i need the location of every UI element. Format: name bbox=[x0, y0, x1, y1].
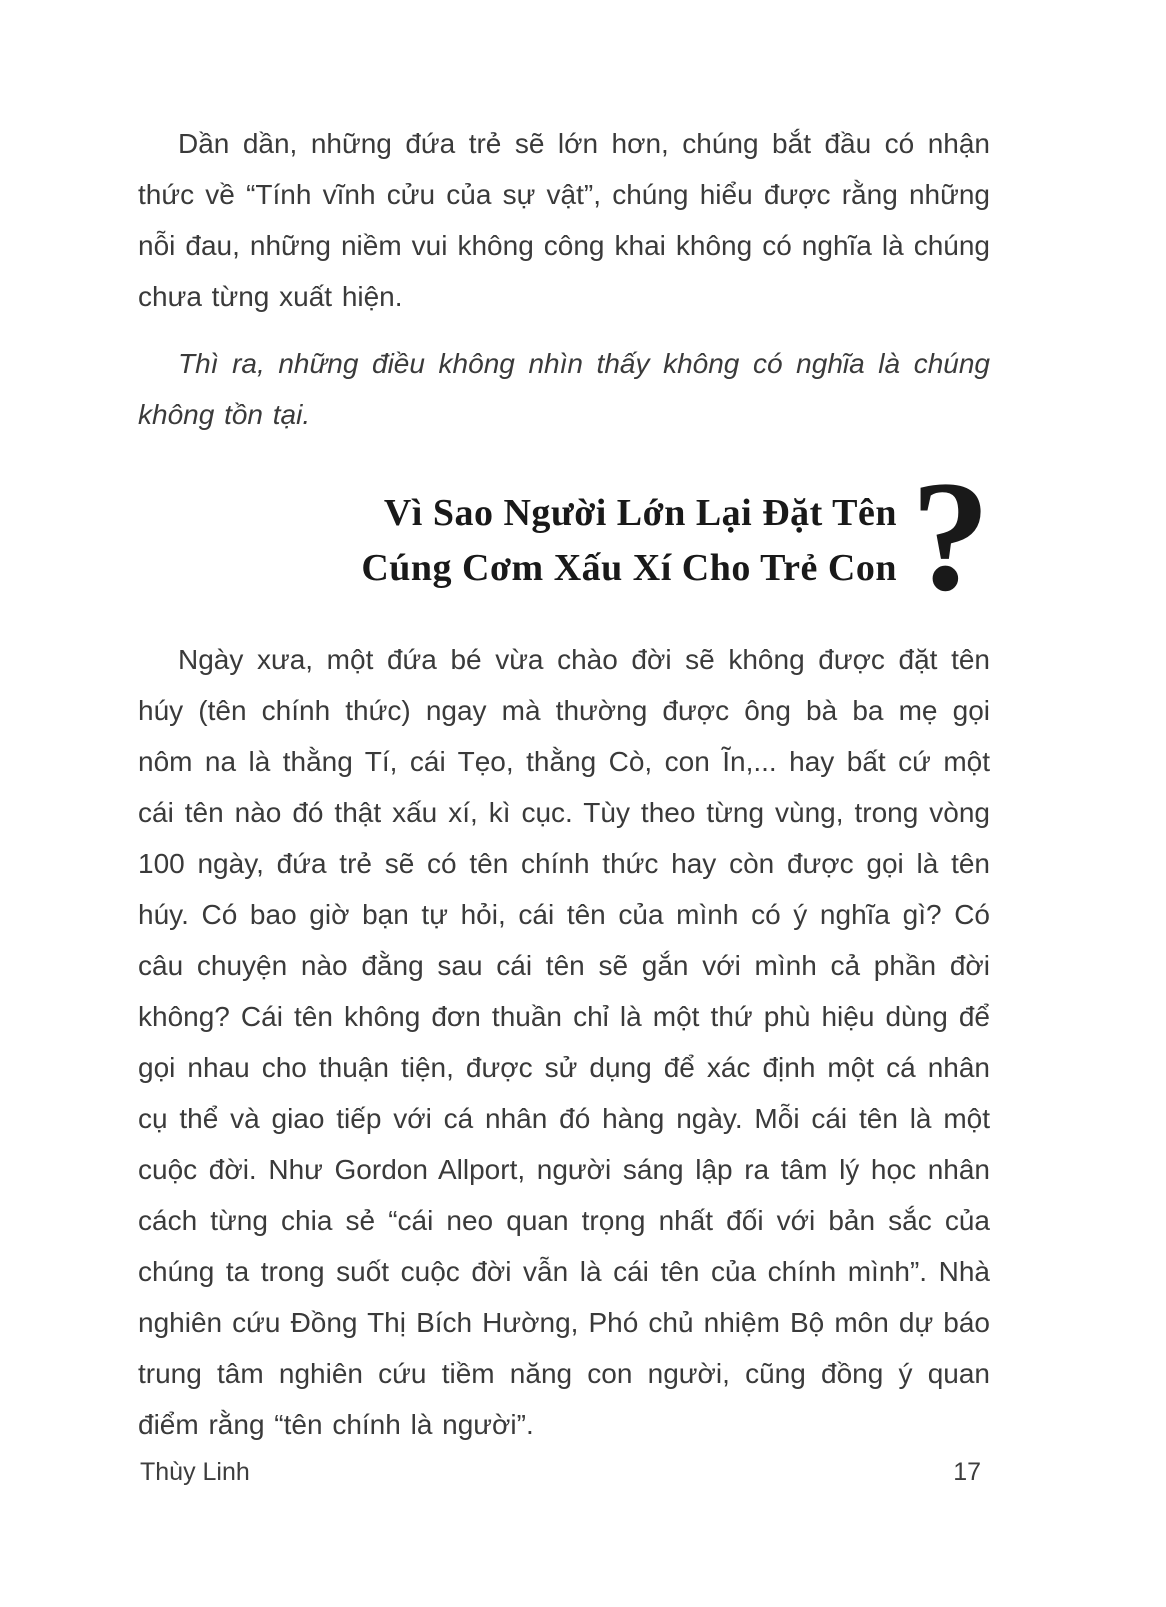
chapter-title bbox=[361, 486, 897, 596]
footer-author-name: Thùy Linh bbox=[140, 1458, 250, 1486]
question-mark-glyph: ? bbox=[911, 449, 990, 624]
paragraph-permanence: Dần dần, những đứa trẻ sẽ lớn hơn, chúng bắt đầu có nhận thức về “Tính vĩnh cửu của sự vật”, chúng hiểu được rằng những nỗi đau, những niềm vui không công khai không có nghĩa là chúng chưa từng xuất hiện. bbox=[138, 128, 990, 312]
page-footer bbox=[140, 1458, 981, 1487]
chapter-title-line2: Cúng Cơm Xấu Xí Cho Trẻ Con bbox=[361, 547, 897, 589]
paragraph-italic-aside: Thì ra, những điều không nhìn thấy không có nghĩa là chúng không tồn tại. bbox=[138, 348, 990, 430]
chapter-title-line1: Vì Sao Người Lớn Lại Đặt Tên bbox=[383, 492, 897, 534]
chapter-heading bbox=[138, 449, 990, 624]
page-number: 17 bbox=[953, 1458, 981, 1486]
page-content bbox=[138, 118, 990, 1466]
paragraph-naming-tradition: Ngày xưa, một đứa bé vừa chào đời sẽ không được đặt tên húy (tên chính thức) ngay mà thường được ông bà ba mẹ gọi nôm na là thằng Tí, cái Tẹo, thằng Cò, con Ĩn,... hay bất cứ một cái tên nào đó thật xấu xí, kì cục. Tùy theo từng vùng, trong vòng 100 ngày, đứa trẻ sẽ có tên chính thức hay còn được gọi là tên húy. Có bao giờ bạn tự hỏi, cái tên của mình có ý nghĩa gì? Có câu chuyện nào đằng sau cái tên sẽ gắn với mình cả phần đời không? Cái tên không đơn thuần chỉ là một thứ phù hiệu dùng để gọi nhau cho thuận tiện, được sử dụng để xác định một cá nhân cụ thể và giao tiếp với cá nhân đó hàng ngày. Mỗi cái tên là một cuộc đời. Như Gordon Allport, người sáng lập ra tâm lý học nhân cách từng chia sẻ “cái neo quan trọng nhất đối với bản sắc của chúng ta trong suốt cuộc đời vẫn là cái tên của chính mình”. Nhà nghiên cứu Đồng Thị Bích Hường, Phó chủ nhiệm Bộ môn dự báo trung tâm nghiên cứu tiềm năng con người, cũng đồng ý quan điểm rằng “tên chính là người”. bbox=[138, 644, 990, 1440]
